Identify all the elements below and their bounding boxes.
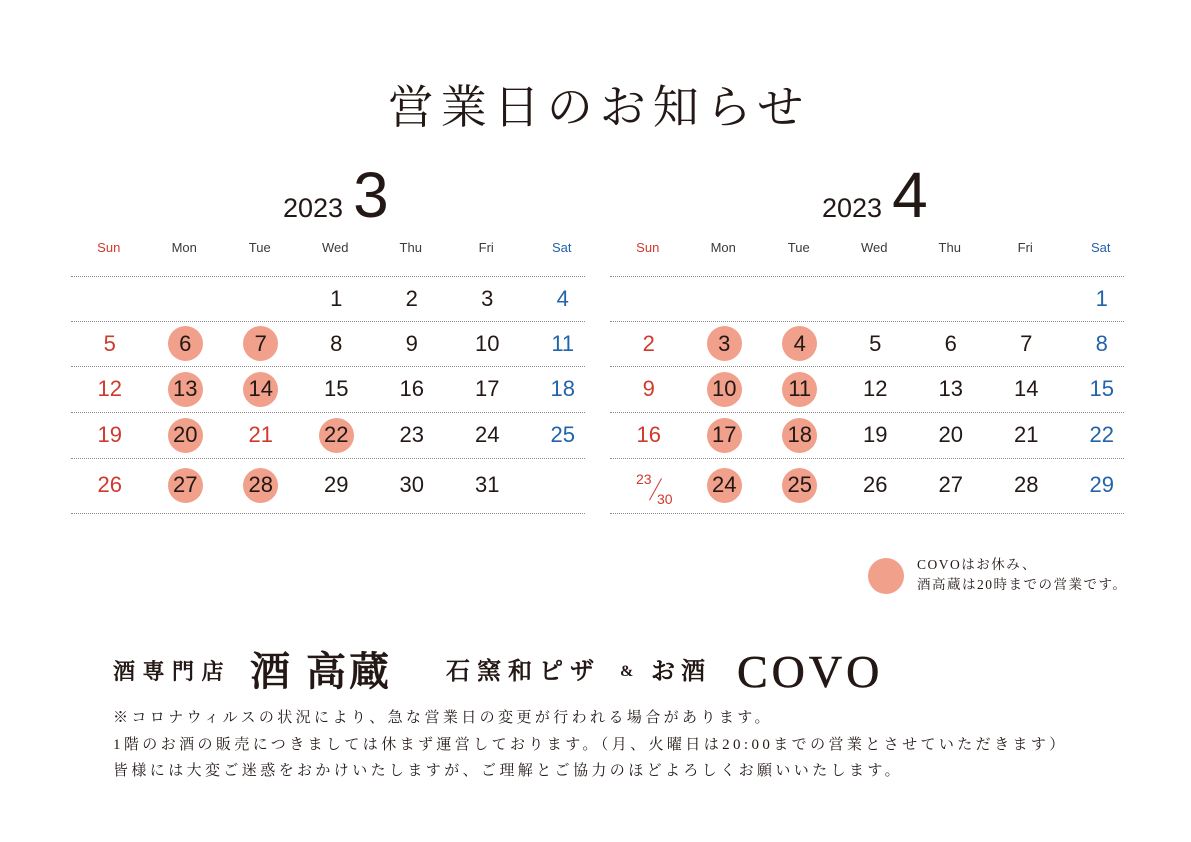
- day-number: 4: [793, 330, 806, 356]
- closed-day-cell: [223, 371, 299, 407]
- weekday-label-sat: Sat: [1090, 240, 1111, 255]
- day-number: 30: [399, 472, 424, 497]
- closed-day-cell: [223, 326, 299, 362]
- day-number: 14: [1014, 376, 1039, 401]
- weekday-label-fri: Fri: [1017, 240, 1033, 255]
- day-cell: [1064, 326, 1140, 362]
- calendar-april: [610, 0, 1140, 530]
- day-cell: [611, 417, 687, 453]
- day-number: 9: [405, 330, 418, 356]
- day-number: 10: [475, 330, 500, 356]
- day-number: 18: [550, 376, 575, 401]
- day-cell: [72, 326, 148, 362]
- weekday-label-mon: Mon: [171, 240, 197, 255]
- day-cell: [913, 371, 989, 407]
- weekday-label-wed: Wed: [322, 240, 349, 255]
- day-cell: [913, 326, 989, 362]
- day-cell: [223, 417, 299, 453]
- day-number: 30: [657, 491, 673, 507]
- day-number: 26: [863, 472, 888, 497]
- day-number: 29: [1089, 472, 1114, 497]
- day-number: 16: [636, 422, 661, 447]
- calendar-year: 2023: [822, 193, 883, 223]
- day-number: 2: [405, 285, 418, 311]
- day-number: 27: [173, 472, 198, 497]
- closed-day-cell: [148, 371, 224, 407]
- legend-line: 酒高蔵は20時までの営業です。: [917, 577, 1128, 592]
- day-number: 21: [248, 422, 273, 447]
- ampersand: &: [620, 663, 634, 680]
- shop-name: 酒 高蔵: [250, 649, 392, 694]
- day-cell: [525, 417, 601, 453]
- weekday-label-tue: Tue: [248, 240, 271, 255]
- restaurant-type: 石窯和ピザ: [446, 659, 601, 685]
- day-cell: [374, 417, 450, 453]
- day-number: 1: [1095, 285, 1108, 311]
- weekday-label-tue: Tue: [787, 240, 810, 255]
- day-number: 22: [1089, 422, 1114, 447]
- day-number: 12: [863, 376, 888, 401]
- day-number: 5: [869, 330, 882, 356]
- weekday-label-thu: Thu: [399, 240, 422, 255]
- day-cell: [374, 281, 450, 317]
- day-number: 3: [481, 285, 494, 311]
- calendar-march: [71, 0, 601, 530]
- day-cell: [989, 371, 1065, 407]
- day-number: 15: [1089, 376, 1114, 401]
- closed-day-cell: [687, 467, 763, 503]
- day-cell: [374, 326, 450, 362]
- day-number: 19: [97, 422, 122, 447]
- closed-day-cell: [687, 371, 763, 407]
- notice-line: ※コロナウィルスの状況により、急な営業日の変更が行われる場合があります。: [113, 710, 773, 726]
- day-cell: [525, 281, 601, 317]
- day-cell: [299, 371, 375, 407]
- day-number: 1: [330, 285, 343, 311]
- day-cell: [72, 371, 148, 407]
- day-number: 11: [551, 330, 575, 356]
- closed-day-cell: [687, 417, 763, 453]
- day-number: 25: [550, 422, 575, 447]
- day-number: 5: [103, 330, 116, 356]
- closed-day-cell: [687, 326, 763, 362]
- day-cell: [838, 467, 914, 503]
- day-cell: [450, 467, 526, 503]
- weekday-label-thu: Thu: [938, 240, 961, 255]
- weekday-label-sun: Sun: [97, 240, 121, 255]
- day-number: 12: [97, 376, 122, 401]
- day-number: 11: [788, 376, 812, 401]
- day-cell: [989, 467, 1065, 503]
- day-number: 6: [179, 330, 192, 356]
- closed-day-cell: [148, 467, 224, 503]
- day-number: 23: [636, 471, 652, 487]
- day-cell: [299, 326, 375, 362]
- closed-day-cell: [148, 326, 224, 362]
- day-cell: [72, 417, 148, 453]
- restaurant-type-2: お酒: [651, 659, 711, 685]
- day-number: 13: [173, 376, 198, 401]
- day-cell: [1064, 371, 1140, 407]
- day-cell: [611, 326, 687, 362]
- day-cell: [989, 417, 1065, 453]
- day-number: 8: [330, 330, 343, 356]
- day-number: 6: [944, 330, 957, 356]
- calendar-month: 4: [892, 159, 928, 231]
- notice-text: [113, 705, 1068, 785]
- closed-day-legend-marker: [868, 558, 904, 594]
- day-number: 24: [712, 472, 737, 497]
- day-number: 29: [324, 472, 349, 497]
- day-cell: [525, 371, 601, 407]
- closed-day-cell: [762, 417, 838, 453]
- day-cell: [1064, 417, 1140, 453]
- day-number: 4: [556, 285, 569, 311]
- day-number: 27: [938, 472, 963, 497]
- day-grid: [71, 0, 601, 530]
- day-cell: [525, 326, 601, 362]
- day-cell: [913, 467, 989, 503]
- day-cell: [1064, 281, 1140, 317]
- day-cell: [299, 281, 375, 317]
- day-number: 28: [1014, 472, 1039, 497]
- restaurant-name: COVO: [737, 646, 884, 697]
- day-number: 21: [1014, 422, 1039, 447]
- day-number: 16: [399, 376, 424, 401]
- day-number: 7: [254, 330, 267, 356]
- closed-day-cell: [762, 326, 838, 362]
- notice-line: 1階のお酒の販売につきましては休まず運営しております。（月、火曜日は20:00までの営業とさせていただきます）: [113, 736, 1068, 753]
- day-grid: [610, 0, 1140, 530]
- day-number: 10: [712, 376, 737, 401]
- closed-day-cell: [223, 467, 299, 503]
- day-number: 9: [642, 376, 655, 401]
- day-cell: [989, 326, 1065, 362]
- day-number: 20: [938, 422, 963, 447]
- weekday-label-mon: Mon: [710, 240, 736, 255]
- day-number: 19: [863, 422, 888, 447]
- day-cell: [450, 281, 526, 317]
- day-number: 20: [173, 422, 198, 447]
- closed-day-cell: [148, 417, 224, 453]
- day-number: 17: [475, 376, 500, 401]
- weekday-label-sun: Sun: [636, 240, 660, 255]
- day-number: 18: [787, 422, 812, 447]
- day-cell: [913, 417, 989, 453]
- legend-line: COVOはお休み、: [917, 557, 1038, 572]
- day-cell: [838, 371, 914, 407]
- day-number: 22: [324, 422, 349, 447]
- day-cell: [374, 467, 450, 503]
- day-cell: [838, 417, 914, 453]
- day-cell: [1064, 467, 1140, 503]
- day-cell: [450, 326, 526, 362]
- notice-line: 皆様には大変ご迷惑をおかけいたしますが、ご理解とご協力のほどよろしくお願いいたします。: [113, 763, 904, 779]
- closed-day-cell: [762, 371, 838, 407]
- combined-day-cell: [611, 467, 687, 507]
- day-number: 25: [787, 472, 812, 497]
- page-title: 営業日のお知らせ: [387, 82, 811, 133]
- day-number: 14: [248, 376, 273, 401]
- closed-day-cell: [762, 467, 838, 503]
- day-number: 3: [718, 330, 731, 356]
- day-number: 31: [475, 472, 500, 497]
- weekday-label-wed: Wed: [861, 240, 888, 255]
- day-cell: [374, 371, 450, 407]
- day-number: 17: [712, 422, 737, 447]
- day-cell: [72, 467, 148, 503]
- day-cell: [299, 467, 375, 503]
- day-number: 26: [97, 472, 122, 497]
- day-number: 8: [1095, 330, 1108, 356]
- day-number: 7: [1020, 330, 1033, 356]
- day-number: 2: [642, 330, 655, 356]
- day-number: 15: [324, 376, 349, 401]
- shop-type: 酒専門店: [113, 659, 232, 684]
- day-cell: [450, 417, 526, 453]
- calendar-year: 2023: [283, 193, 344, 223]
- closed-day-cell: [299, 417, 375, 453]
- day-number: 13: [938, 376, 963, 401]
- day-cell: [450, 371, 526, 407]
- day-number: 23: [399, 422, 424, 447]
- day-number: 24: [475, 422, 500, 447]
- weekday-label-fri: Fri: [478, 240, 494, 255]
- day-number: 28: [248, 472, 273, 497]
- day-cell: [838, 326, 914, 362]
- legend-text: [917, 555, 1127, 595]
- calendar-month: 3: [353, 159, 389, 231]
- weekday-label-sat: Sat: [551, 240, 572, 255]
- day-cell: [611, 371, 687, 407]
